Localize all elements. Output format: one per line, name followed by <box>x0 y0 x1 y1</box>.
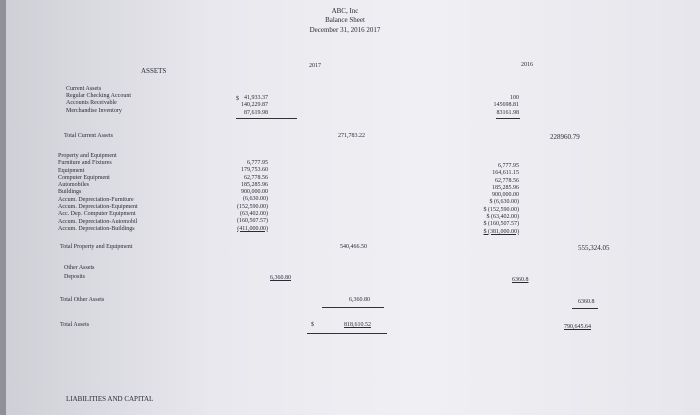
company-name: ABC, Inc <box>331 7 359 15</box>
label-computer-equipment: Computer Equipment <box>58 174 110 181</box>
label-automobiles: Automobiles <box>58 182 89 189</box>
value-deposits-2017: 6,360.80 <box>270 275 291 281</box>
rule-total-2017 <box>307 333 387 334</box>
value-automobiles-2017: 185,285.96 <box>241 181 268 188</box>
value-checking-2017: 41,933.37 <box>244 95 268 101</box>
property-heading: Property and Equipment <box>58 153 117 159</box>
rule-current-2016 <box>496 118 520 119</box>
value-dep-furniture-2017: (6,630.00) <box>243 196 268 203</box>
current-assets-heading: Current Assets <box>66 86 102 92</box>
total-current-assets-2017: 271,783.22 <box>338 133 365 139</box>
total-current-assets-label: Total Current Assets <box>64 133 113 139</box>
value-furniture-2017: 6,777.95 <box>247 160 268 166</box>
label-accum-dep-automobile: Accum. Depreciation-Automobil <box>58 218 138 225</box>
current-assets-2016 <box>494 95 520 117</box>
total-assets-2017: 818,610.52 <box>344 322 371 328</box>
value-dep-equipment-2016: $ (152,590.00) <box>483 206 519 213</box>
value-computer-2016: 62,778.56 <box>495 177 519 184</box>
current-assets-labels <box>66 93 131 115</box>
property-2017 <box>237 160 268 233</box>
year-2016-header: 2016 <box>521 62 533 68</box>
total-current-assets-2016: 228960.79 <box>550 133 580 141</box>
year-2017-header: 2017 <box>309 63 321 69</box>
value-dep-buildings-2016: $ (381,000.00) <box>483 228 519 235</box>
total-assets-2016: 790,645.64 <box>564 324 591 330</box>
value-dep-buildings-2017: (411,000.00) <box>237 225 268 232</box>
label-furniture: Furniture and Fixtures <box>58 160 112 167</box>
value-dep-computer-2016: $ (63,402.00) <box>486 214 519 221</box>
value-buildings-2017: 900,000.00 <box>241 189 268 196</box>
value-dep-equipment-2017: (152,590.00) <box>237 203 268 210</box>
total-assets-label: Total Assets <box>60 322 90 328</box>
assets-heading: ASSETS <box>141 67 167 75</box>
rule-other-2016 <box>572 308 598 309</box>
label-acc-dep-computer: Acc. Dep. Computer Equipment <box>58 211 136 218</box>
value-computer-2017: 62,778.56 <box>244 174 268 181</box>
value-dep-computer-2017: (63,402.00) <box>240 211 268 218</box>
statement-date: December 31, 2016 2017 <box>309 26 381 34</box>
rule-current-2017 <box>236 118 297 119</box>
label-receivable: Accounts Receivable <box>66 100 117 107</box>
label-accum-dep-buildings: Accum. Depreciation-Buildings <box>58 225 135 232</box>
value-equipment-2016: 164,611.15 <box>492 170 519 177</box>
label-equipment: Equipment <box>58 167 85 174</box>
value-buildings-2016: 900,000.00 <box>492 192 519 199</box>
total-other-assets-2016: 6360.8 <box>578 299 595 305</box>
value-checking-2016: 100 <box>510 95 519 101</box>
value-inventory-2017: 87,619.98 <box>244 109 268 116</box>
other-assets-heading: Other Assets <box>64 265 95 271</box>
total-property-2017: 540,466.50 <box>340 244 367 250</box>
liabilities-heading: LIABILITIES AND CAPITAL <box>66 395 154 403</box>
value-automobiles-2016: 185,285.96 <box>492 184 519 191</box>
value-inventory-2016: 83161.98 <box>496 109 519 116</box>
property-labels <box>58 153 138 233</box>
value-dep-furniture-2016: $ (6,630.00) <box>489 199 519 206</box>
value-dep-automobile-2017: (160,507.57) <box>237 218 268 225</box>
rule-other-2017 <box>322 307 384 308</box>
total-property-label: Total Property and Equipment <box>60 244 133 250</box>
statement-title: Balance Sheet <box>325 16 365 24</box>
value-furniture-2016: 6,777.95 <box>498 163 519 169</box>
total-other-assets-2017: 6,360.80 <box>349 297 370 303</box>
label-accum-dep-equipment: Accum. Depreciation-Equipment <box>58 204 138 211</box>
property-2016 <box>484 163 520 236</box>
value-dep-automobile-2016: $ (160,507.57) <box>483 221 519 228</box>
total-assets-currency: $ <box>311 322 314 328</box>
label-deposits: Deposits <box>64 274 85 280</box>
value-equipment-2017: 179,753.60 <box>241 167 268 174</box>
total-property-2016: 555,324.05 <box>578 244 610 252</box>
label-accum-dep-furniture: Accum. Depreciation-Furniture <box>58 196 134 203</box>
value-deposits-2016: 6360.8 <box>512 277 529 283</box>
label-checking: Regular Checking Account <box>66 93 131 99</box>
label-buildings: Buildings <box>58 189 82 196</box>
total-other-assets-label: Total Other Assets <box>60 297 105 303</box>
label-inventory: Merchandise Inventory <box>66 107 122 114</box>
current-assets-2017 <box>241 95 268 117</box>
value-receivable-2016: 145698.81 <box>493 102 519 109</box>
value-receivable-2017: 140,229.87 <box>241 102 268 109</box>
current-assets-currency: $ <box>236 96 239 102</box>
